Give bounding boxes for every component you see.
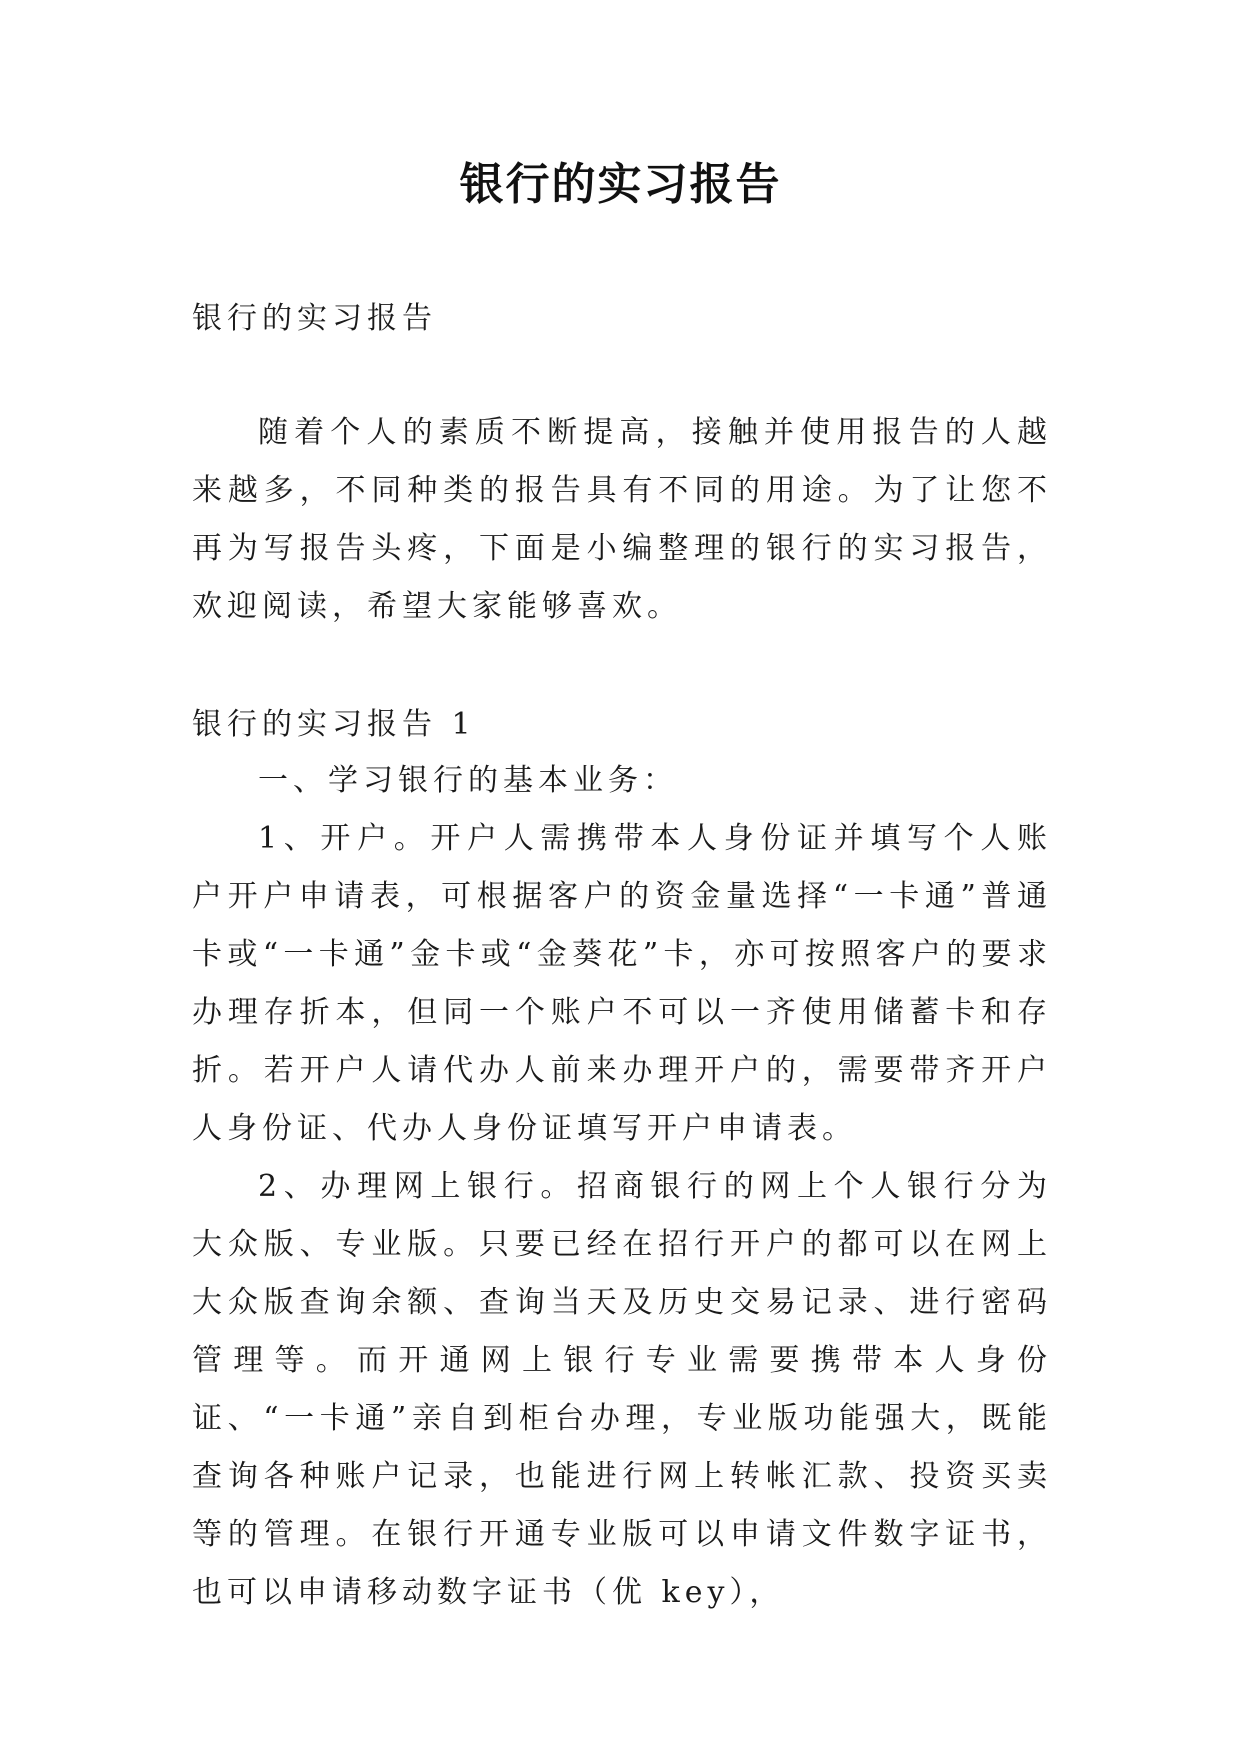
body-paragraph: 2、办理网上银行。招商银行的网上个人银行分为大众版、专业版。只要已经在招行开户的都可以在网上大众版查询余额、查询当天及历史交易记录、进行密码管理等。而开通网上银行专业需要携带本人身份证、“一卡通”亲自到柜台办理，专业版功能强大，既能查询各种账户记录，也能进行网上转帐汇款、投资买卖等的管理。在银行开通专业版可以申请文件数字证书，也可以申请移动数字证书（优 key）， <box>192 1169 1052 1610</box>
document-title: 银行的实习报告 <box>459 159 782 210</box>
body-paragraph: 一、学习银行的基本业务： <box>258 763 678 798</box>
body-paragraph: 1、开户。开户人需携带本人身份证并填写个人账户开户申请表，可根据客户的资金量选择“一卡通”普通卡或“一卡通”金卡或“金葵花”卡，亦可按照客户的要求办理存折本，但同一个账户不可以一齐使用储蓄卡和存折。若开户人请代办人前来办理开户的，需要带齐开户人身份证、代办人身份证填写开户申请表。 <box>192 821 1052 1146</box>
intro-paragraph: 随着个人的素质不断提高，接触并使用报告的人越来越多，不同种类的报告具有不同的用途。为了让您不再为写报告头疼，下面是小编整理的银行的实习报告，欢迎阅读，希望大家能够喜欢。 <box>192 415 1052 624</box>
section-heading: 银行的实习报告 1 <box>192 707 476 742</box>
document-subtitle: 银行的实习报告 <box>192 301 437 336</box>
